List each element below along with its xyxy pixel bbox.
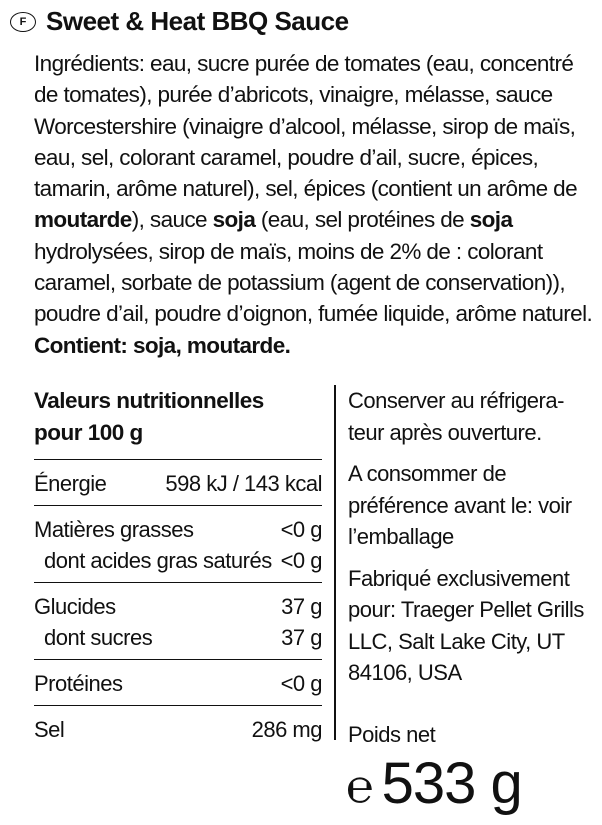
product-title: Sweet & Heat BBQ Sauce — [46, 6, 349, 36]
allergen-text: Contient: soja, moutarde. — [34, 332, 291, 358]
nutrient-label: Glucides — [34, 594, 116, 619]
nutrient-label: Protéines — [34, 671, 123, 696]
estimated-sign-icon: ℮ — [346, 760, 374, 812]
allergen-text: moutarde — [34, 207, 132, 233]
nutrient-value: <0 g — [280, 671, 322, 696]
column-divider — [334, 385, 336, 740]
nutrient-label: dont sucres — [44, 625, 153, 650]
ingredient-text: hydrolysées, sirop de maïs, moins de 2% de : colorant caramel, sorbate de potassium (agent de conservation)), poudre d’ail, poudre d’oignon, fumée liquide, arôme naturel. — [34, 238, 593, 327]
net-weight — [346, 752, 522, 816]
nutrient-value: 37 g — [281, 625, 322, 650]
nutrition-title-line1: Valeurs nutritionnelles — [34, 388, 264, 413]
nutrition-row — [34, 468, 322, 499]
nutrient-value: 598 kJ / 143 kcal — [165, 471, 322, 496]
best-before: A consommer de préférence avant le: voir l’emballage — [348, 461, 572, 549]
ingredient-text: ), sauce — [131, 207, 213, 233]
nutrient-value: 37 g — [281, 594, 322, 619]
nutrition-group — [34, 659, 322, 705]
nutrition-group — [34, 582, 322, 659]
nutrition-row — [34, 514, 322, 545]
net-weight-value: 533 g — [381, 751, 522, 816]
nutrition-table — [34, 385, 322, 751]
nutrition-row — [34, 545, 322, 576]
nutrient-label: Matières grasses — [34, 517, 194, 542]
manufacturer-info: Fabriqué exclusivement pour: Traeger Pellet Grills LLC, Salt Lake City, UT 84106, USA — [348, 565, 584, 685]
nutrient-label: dont acides gras saturés — [44, 548, 272, 573]
nutrition-group — [34, 705, 322, 751]
nutrient-label: Sel — [34, 717, 65, 742]
nutrient-value: <0 g — [280, 517, 322, 542]
nutrient-value: 286 mg — [251, 717, 322, 742]
ingredient-text: (eau, sel protéines de — [255, 207, 470, 233]
nutrition-title — [34, 385, 322, 449]
info-column — [348, 385, 598, 699]
nutrition-rows — [34, 459, 322, 751]
nutrition-title-line2: pour 100 g — [34, 420, 143, 445]
net-weight-label: Poids net — [348, 722, 436, 747]
nutrition-row — [34, 622, 322, 653]
allergen-text: soja — [212, 207, 256, 233]
language-badge: F — [10, 12, 36, 32]
ingredient-text: Ingrédients: eau, sucre purée de tomates (eau, concentré de tomates), purée d’abricots, vinaigre, mélasse, sauce Worcestershire (vinaigre d’alcool, mélasse, sirop de maïs, eau, sel, colorant caramel, poudre d’ail, sucre, épices, tamarin, arôme naturel), sel, épices (contient un arôme de — [34, 51, 577, 202]
nutrition-group — [34, 459, 322, 505]
header — [10, 6, 349, 37]
nutrient-label: Énergie — [34, 471, 107, 496]
storage-instructions: Conserver au réfrigera-teur après ouverture. — [348, 388, 564, 445]
ingredients-text — [34, 48, 594, 361]
nutrition-row — [34, 714, 322, 745]
nutrition-row — [34, 591, 322, 622]
allergen-text: soja — [469, 207, 513, 233]
nutrition-group — [34, 505, 322, 582]
nutrient-value: <0 g — [280, 548, 322, 573]
nutrition-row — [34, 668, 322, 699]
